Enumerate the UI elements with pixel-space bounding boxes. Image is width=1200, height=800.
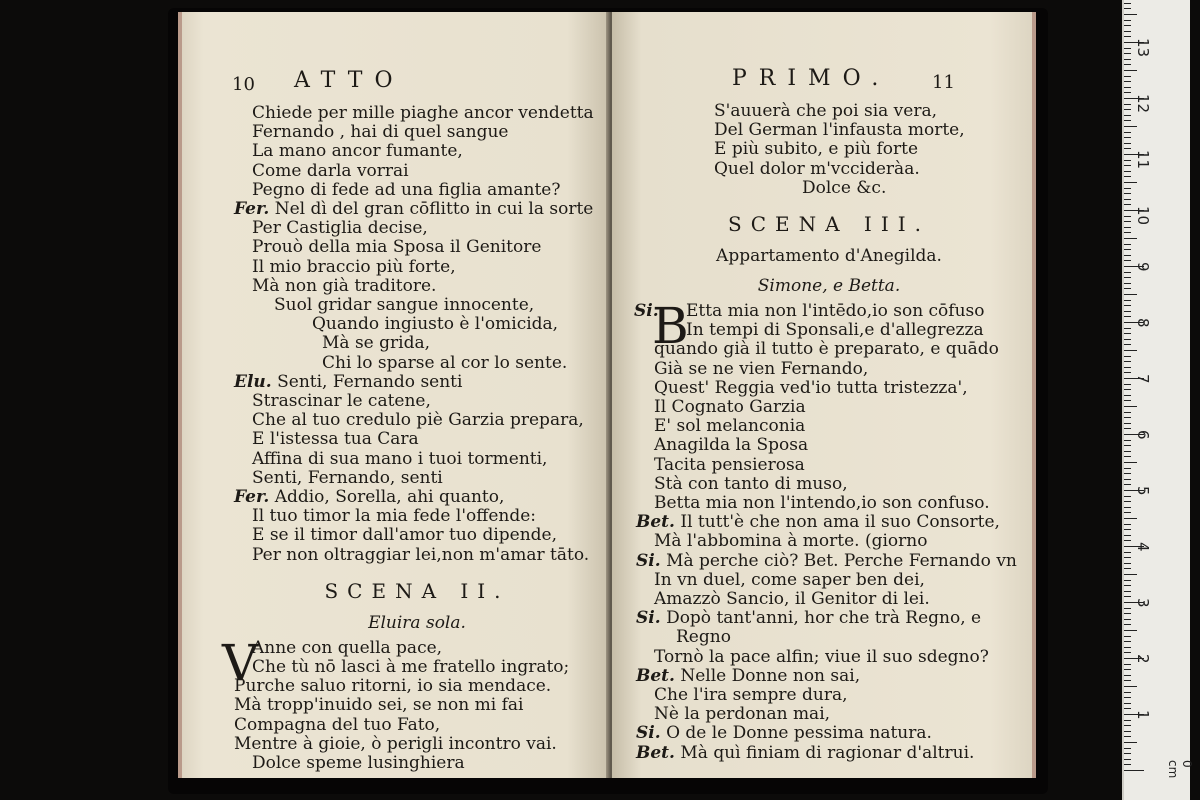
- ruler-tick: [1124, 171, 1131, 172]
- ruler-tick: [1124, 272, 1131, 273]
- ruler-tick: [1124, 221, 1131, 222]
- measurement-ruler: [1122, 0, 1194, 800]
- right-characters: Simone, e Betta.: [757, 276, 901, 297]
- ruler-tick: [1124, 585, 1131, 586]
- verse-text: Stà con tanto di muso,: [654, 473, 848, 494]
- verse-text: Per Castiglia decise,: [252, 218, 428, 239]
- verse-text: Mà non già traditore.: [252, 275, 437, 296]
- ruler-tick: [1124, 675, 1131, 676]
- verse-line: [234, 526, 600, 545]
- verse-line: [636, 436, 1022, 455]
- ruler-tick: [1124, 423, 1131, 424]
- ruler-tick: [1124, 759, 1131, 760]
- ruler-tick: [1124, 669, 1131, 670]
- verse-text: In vn duel, come saper ben dei,: [654, 569, 925, 590]
- ruler-tick: [1124, 384, 1131, 385]
- left-dropcap-line: Anne con quella pace,: [252, 637, 443, 658]
- ruler-tick: [1124, 708, 1131, 709]
- verse-line: [636, 571, 1022, 590]
- verse-text: Senti, Fernando, senti: [252, 467, 443, 488]
- ruler-tick: [1124, 367, 1131, 368]
- verse-line: [234, 258, 600, 277]
- right-dropcap-line: Etta mia non l'intēdo,io son cōfuso: [686, 301, 985, 322]
- right-verse-block: [636, 102, 1022, 198]
- verse-line: [636, 532, 1022, 551]
- right-page: [612, 12, 1036, 778]
- verse-line: [234, 219, 600, 238]
- verse-text: Mà perche ciò? Bet. Perche Fernando vn: [666, 550, 1017, 571]
- ruler-tick: [1124, 238, 1137, 239]
- ruler-tick: [1124, 406, 1137, 407]
- verse-text: Pegno di fede ad una figlia amante?: [252, 179, 561, 200]
- ruler-tick: [1124, 81, 1131, 82]
- ruler-tick: [1124, 456, 1131, 457]
- ruler-tick: [1124, 445, 1131, 446]
- verse-line: [636, 705, 1022, 724]
- ruler-tick: [1124, 244, 1131, 245]
- verse-text: Tornò la pace alfin; viue il suo sdegno?: [654, 646, 989, 667]
- ruler-tick: [1124, 260, 1131, 261]
- ruler-tick: [1124, 568, 1131, 569]
- verse-line: [636, 744, 1022, 763]
- verse-text: Betta mia non l'intendo,io son confuso.: [654, 493, 990, 514]
- ruler-tick: [1124, 104, 1131, 105]
- ruler-label: 4: [1134, 542, 1152, 552]
- verse-text: Mà quì finiam di ragionar d'altrui.: [680, 742, 975, 763]
- verse-line: Mentre à gioie, ò perigli incontro vai.: [234, 733, 557, 754]
- verse-text: Regno: [676, 627, 731, 648]
- verse-text: Nel dì del gran cōflitto in cui la sorte: [274, 199, 594, 220]
- ruler-tick: [1124, 148, 1131, 149]
- verse-line: [234, 354, 600, 373]
- ruler-tick: [1124, 451, 1131, 452]
- verse-line: [234, 411, 600, 430]
- ruler-tick: [1124, 563, 1131, 564]
- ruler-tick: [1124, 664, 1131, 665]
- verse-line: [636, 340, 1022, 359]
- ruler-tick: [1124, 36, 1131, 37]
- verse-line: [636, 379, 1022, 398]
- ruler-tick: [1124, 300, 1131, 301]
- ruler-tick: [1124, 512, 1131, 513]
- ruler-tick: [1124, 216, 1131, 217]
- verse-line: [234, 469, 600, 488]
- ruler-label: 6: [1134, 430, 1152, 440]
- ruler-tick: [1124, 720, 1131, 721]
- verse-text: Anagilda la Sposa: [654, 435, 809, 456]
- ruler-tick: [1124, 428, 1131, 429]
- verse-text: Prouò della mia Sposa il Genitore: [252, 237, 542, 258]
- verse-line: Dolce &c.: [802, 177, 887, 198]
- ruler-tick: [1124, 641, 1131, 642]
- verse-line: [636, 609, 1022, 628]
- speaker-label: Fer.: [234, 487, 270, 508]
- ruler-label: 7: [1134, 374, 1152, 384]
- verse-line: [234, 200, 600, 219]
- left-page: [178, 12, 610, 778]
- verse-line: [234, 507, 600, 526]
- right-scene-heading: SCENA III.: [728, 212, 930, 237]
- ruler-tick: [1124, 182, 1137, 183]
- ruler-tick: [1124, 316, 1131, 317]
- ruler-tick: [1124, 484, 1131, 485]
- ruler-tick: [1124, 361, 1131, 362]
- verse-text: Quest' Reggia ved'io tutta tristezza',: [654, 377, 968, 398]
- ruler-tick: [1124, 557, 1131, 558]
- ruler-tick: [1124, 473, 1131, 474]
- verse-line: [636, 628, 1022, 647]
- verse-line: [636, 456, 1022, 475]
- ruler-tick: [1124, 126, 1137, 127]
- verse-text: Chiede per mille piaghe ancor vendetta: [252, 103, 594, 123]
- verse-line: [234, 296, 600, 315]
- verse-line: [636, 648, 1022, 667]
- verse-text: Nelle Donne non sai,: [680, 665, 861, 686]
- ruler-tick: [1124, 109, 1131, 110]
- ruler-tick: [1124, 339, 1131, 340]
- verse-line: [636, 552, 1022, 571]
- verse-line: [234, 546, 600, 565]
- ruler-tick: [1124, 14, 1137, 15]
- ruler-tick: [1124, 294, 1137, 295]
- ruler-tick: [1124, 59, 1131, 60]
- ruler-tick: [1124, 440, 1131, 441]
- verse-line: [636, 513, 1022, 532]
- verse-line: [234, 450, 600, 469]
- ruler-tick: [1124, 613, 1131, 614]
- left-dropcap-line: Che tù nō lasci à me fratello ingrato;: [252, 657, 570, 678]
- ruler-tick: [1124, 417, 1131, 418]
- verse-line: [636, 590, 1022, 609]
- ruler-unit-label: 0 cm: [1166, 760, 1194, 779]
- verse-text: Fernando , hai di quel sangue: [252, 122, 509, 143]
- right-setting: Appartamento d'Anegilda.: [716, 246, 942, 267]
- ruler-tick: [1124, 350, 1137, 351]
- ruler-tick: [1124, 692, 1131, 693]
- ruler-label: 11: [1134, 150, 1152, 170]
- speaker-label: Elu.: [234, 371, 272, 392]
- verse-line: E più subito, e più forte: [714, 139, 919, 160]
- verse-text: O de le Donne pessima natura.: [666, 723, 932, 744]
- verse-line: [234, 238, 600, 257]
- verse-line: [636, 398, 1022, 417]
- ruler-tick: [1124, 188, 1131, 189]
- ruler-label: 8: [1134, 318, 1152, 328]
- ruler-tick: [1124, 277, 1131, 278]
- verse-text: E l'istessa tua Cara: [252, 429, 419, 450]
- verse-line: [636, 686, 1022, 705]
- verse-text: Mà l'abbomina à morte. (giorno: [654, 531, 928, 552]
- speaker-label: Si.: [636, 723, 661, 744]
- ruler-tick: [1124, 479, 1131, 480]
- verse-line: Dolce speme lusinghiera: [252, 753, 465, 774]
- ruler-tick: [1124, 725, 1131, 726]
- ruler-tick: [1124, 731, 1131, 732]
- verse-line: [636, 667, 1022, 686]
- ruler-label: 12: [1134, 94, 1152, 114]
- ruler-tick: [1124, 742, 1137, 743]
- verse-line: S'auuerà che poi sia vera,: [714, 101, 938, 121]
- ruler-tick: [1124, 748, 1131, 749]
- ruler-tick: [1124, 283, 1131, 284]
- ruler-tick: [1124, 53, 1131, 54]
- right-running-title: PRIMO.: [732, 66, 891, 91]
- ruler-tick: [1124, 395, 1131, 396]
- right-verse-block-after: [636, 340, 1022, 762]
- speaker-label: Bet.: [636, 512, 675, 533]
- right-dropcap-line: In tempi di Sponsali,e d'allegrezza: [686, 320, 984, 341]
- ruler-tick: [1124, 596, 1131, 597]
- ruler-tick: [1124, 501, 1131, 502]
- ruler-tick: [1124, 529, 1131, 530]
- right-dropcap-letter: B: [652, 297, 689, 356]
- verse-text: Il Cognato Garzia: [654, 397, 806, 418]
- verse-text: Già se ne vien Fernando,: [654, 358, 869, 379]
- left-scene-heading: SCENA II.: [324, 578, 510, 603]
- ruler-tick: [1124, 255, 1131, 256]
- left-verse-block-after: [234, 677, 600, 773]
- verse-line: [234, 430, 600, 449]
- ruler-tick: [1124, 608, 1131, 609]
- ruler-tick: [1124, 70, 1137, 71]
- ruler-label: 5: [1134, 486, 1152, 496]
- ruler-tick: [1124, 389, 1131, 390]
- left-scene-subtitle: Eluira sola.: [368, 612, 466, 633]
- ruler-label: 10: [1134, 206, 1152, 226]
- verse-line: Compagna del tuo Fato,: [234, 714, 441, 735]
- ruler-tick: [1124, 249, 1131, 250]
- ruler-tick: [1124, 507, 1131, 508]
- verse-text: Il tutt'è che non ama il suo Consorte,: [680, 512, 1000, 533]
- verse-line: Purche saluo ritorni, io sia mendace.: [234, 676, 552, 697]
- verse-text: Suol gridar sangue innocente,: [274, 295, 535, 316]
- ruler-tick: [1124, 764, 1131, 765]
- ruler-tick: [1124, 48, 1131, 49]
- verse-text: E' sol melanconia: [654, 416, 806, 437]
- ruler-tick: [1124, 619, 1131, 620]
- left-running-head: [232, 68, 600, 104]
- right-running-head: [636, 66, 1022, 102]
- ruler-tick: [1124, 92, 1131, 93]
- ruler-tick: [1124, 518, 1137, 519]
- ruler-label: 9: [1134, 262, 1152, 272]
- verse-text: Il mio braccio più forte,: [252, 256, 456, 277]
- verse-text: Affina di sua mano i tuoi tormenti,: [252, 448, 548, 469]
- verse-line: [636, 417, 1022, 436]
- ruler-tick: [1124, 176, 1131, 177]
- ruler-tick: [1124, 333, 1131, 334]
- ruler-tick: [1124, 680, 1131, 681]
- verse-text: Dopò tant'anni, hor che trà Regno, e: [666, 608, 982, 629]
- ruler-tick: [1124, 552, 1131, 553]
- verse-text: Tacita pensierosa: [654, 454, 805, 475]
- ruler-tick: [1124, 736, 1131, 737]
- verse-text: La mano ancor fumante,: [252, 141, 463, 162]
- ruler-tick: [1124, 165, 1131, 166]
- speaker-label: Si.: [636, 608, 661, 629]
- verse-text: quando già il tutto è preparato, e quādo: [654, 339, 999, 360]
- ruler-tick: [1124, 76, 1131, 77]
- speaker-label: Si.: [636, 550, 661, 571]
- ruler-tick: [1124, 535, 1131, 536]
- ruler-tick: [1124, 540, 1131, 541]
- ruler-tick: [1124, 400, 1131, 401]
- ruler-tick: [1124, 580, 1131, 581]
- verse-line: [234, 373, 600, 392]
- ruler-label: 2: [1134, 654, 1152, 664]
- verse-text: Nè la perdonan mai,: [654, 704, 831, 725]
- verse-text: Amazzò Sancio, il Genitor di lei.: [654, 589, 930, 610]
- verse-line: Quel dolor m'vccideràa.: [714, 158, 920, 179]
- verse-text: Il tuo timor la mia fede l'offende:: [252, 506, 537, 527]
- left-page-number: 10: [232, 74, 255, 95]
- ruler-tick: [1124, 703, 1131, 704]
- ruler-label: 13: [1134, 38, 1152, 58]
- verse-line: [234, 181, 600, 200]
- ruler-tick: [1124, 8, 1131, 9]
- ruler-tick: [1124, 630, 1137, 631]
- ruler-tick: [1124, 25, 1131, 26]
- ruler-tick: [1124, 770, 1144, 771]
- verse-line: [234, 123, 600, 142]
- ruler-tick: [1124, 87, 1131, 88]
- verse-text: Come darla vorrai: [252, 160, 409, 181]
- ruler-tick: [1124, 753, 1131, 754]
- verse-line: [234, 392, 600, 411]
- verse-line: [636, 724, 1022, 743]
- ruler-tick: [1124, 372, 1131, 373]
- verse-line: [234, 277, 600, 296]
- speaker-label: Bet.: [636, 742, 675, 763]
- verse-line: [234, 315, 600, 334]
- ruler-label: 3: [1134, 598, 1152, 608]
- ruler-tick: [1124, 574, 1137, 575]
- left-running-title: ATTO: [294, 68, 405, 93]
- ruler-tick: [1124, 64, 1131, 65]
- ruler-tick: [1124, 199, 1131, 200]
- verse-text: Quando ingiusto è l'omicida,: [312, 314, 559, 335]
- verse-line: [636, 360, 1022, 379]
- verse-text: Strascinar le catene,: [252, 391, 431, 412]
- verse-text: Che l'ira sempre dura,: [654, 685, 848, 706]
- left-dropcap-letter: V: [222, 633, 259, 692]
- ruler-tick: [1124, 647, 1131, 648]
- verse-text: Chi lo sparse al cor lo sente.: [322, 352, 568, 373]
- verse-line: [636, 475, 1022, 494]
- verse-line: [636, 494, 1022, 513]
- ruler-tick: [1124, 344, 1131, 345]
- ruler-tick: [1124, 311, 1131, 312]
- ruler-tick: [1124, 204, 1131, 205]
- ruler-tick: [1124, 115, 1131, 116]
- ruler-tick: [1124, 524, 1131, 525]
- ruler-tick: [1124, 160, 1131, 161]
- ruler-tick: [1124, 412, 1131, 413]
- verse-text: Mà se grida,: [322, 333, 431, 354]
- ruler-tick: [1124, 686, 1137, 687]
- verse-text: E se il timor dall'amor tuo dipende,: [252, 525, 557, 546]
- verse-line: [234, 334, 600, 353]
- left-verse-block: [234, 104, 600, 565]
- ruler-tick: [1124, 137, 1131, 138]
- verse-line: [234, 104, 600, 123]
- ruler-tick: [1124, 591, 1131, 592]
- ruler-tick: [1124, 120, 1131, 121]
- ruler-tick: [1124, 132, 1131, 133]
- verse-line: [234, 162, 600, 181]
- verse-line: [234, 488, 600, 507]
- ruler-tick: [1124, 356, 1131, 357]
- verse-line: Mà tropp'inuido sei, se non mi fai: [234, 695, 524, 716]
- verse-line: Del German l'infausta morte,: [714, 120, 965, 141]
- right-page-number: 11: [932, 72, 955, 93]
- ruler-tick: [1124, 697, 1131, 698]
- ruler-tick: [1124, 232, 1131, 233]
- ruler-tick: [1124, 496, 1131, 497]
- ruler-tick: [1124, 305, 1131, 306]
- ruler-label: 1: [1134, 710, 1152, 720]
- speaker-label: Fer.: [234, 199, 270, 220]
- verse-text: Senti, Fernando senti: [277, 371, 463, 392]
- verse-text: Che al tuo credulo piè Garzia prepara,: [252, 410, 584, 431]
- verse-text: Addio, Sorella, ahi quanto,: [274, 487, 505, 508]
- ruler-tick: [1124, 636, 1131, 637]
- right-dropcap-speaker: Si.: [634, 301, 659, 322]
- speaker-label: Bet.: [636, 665, 675, 686]
- ruler-tick: [1124, 31, 1131, 32]
- ruler-tick: [1124, 328, 1131, 329]
- ruler-tick: [1124, 652, 1131, 653]
- ruler-tick: [1124, 468, 1131, 469]
- ruler-tick: [1124, 3, 1131, 4]
- ruler-tick: [1124, 20, 1131, 21]
- ruler-tick: [1124, 193, 1131, 194]
- ruler-tick: [1124, 462, 1137, 463]
- ruler-tick: [1124, 143, 1131, 144]
- ruler-tick: [1124, 227, 1131, 228]
- ruler-tick: [1124, 288, 1131, 289]
- verse-line: [234, 142, 600, 161]
- verse-text: Per non oltraggiar lei,non m'amar tāto.: [252, 544, 590, 565]
- ruler-tick: [1124, 624, 1131, 625]
